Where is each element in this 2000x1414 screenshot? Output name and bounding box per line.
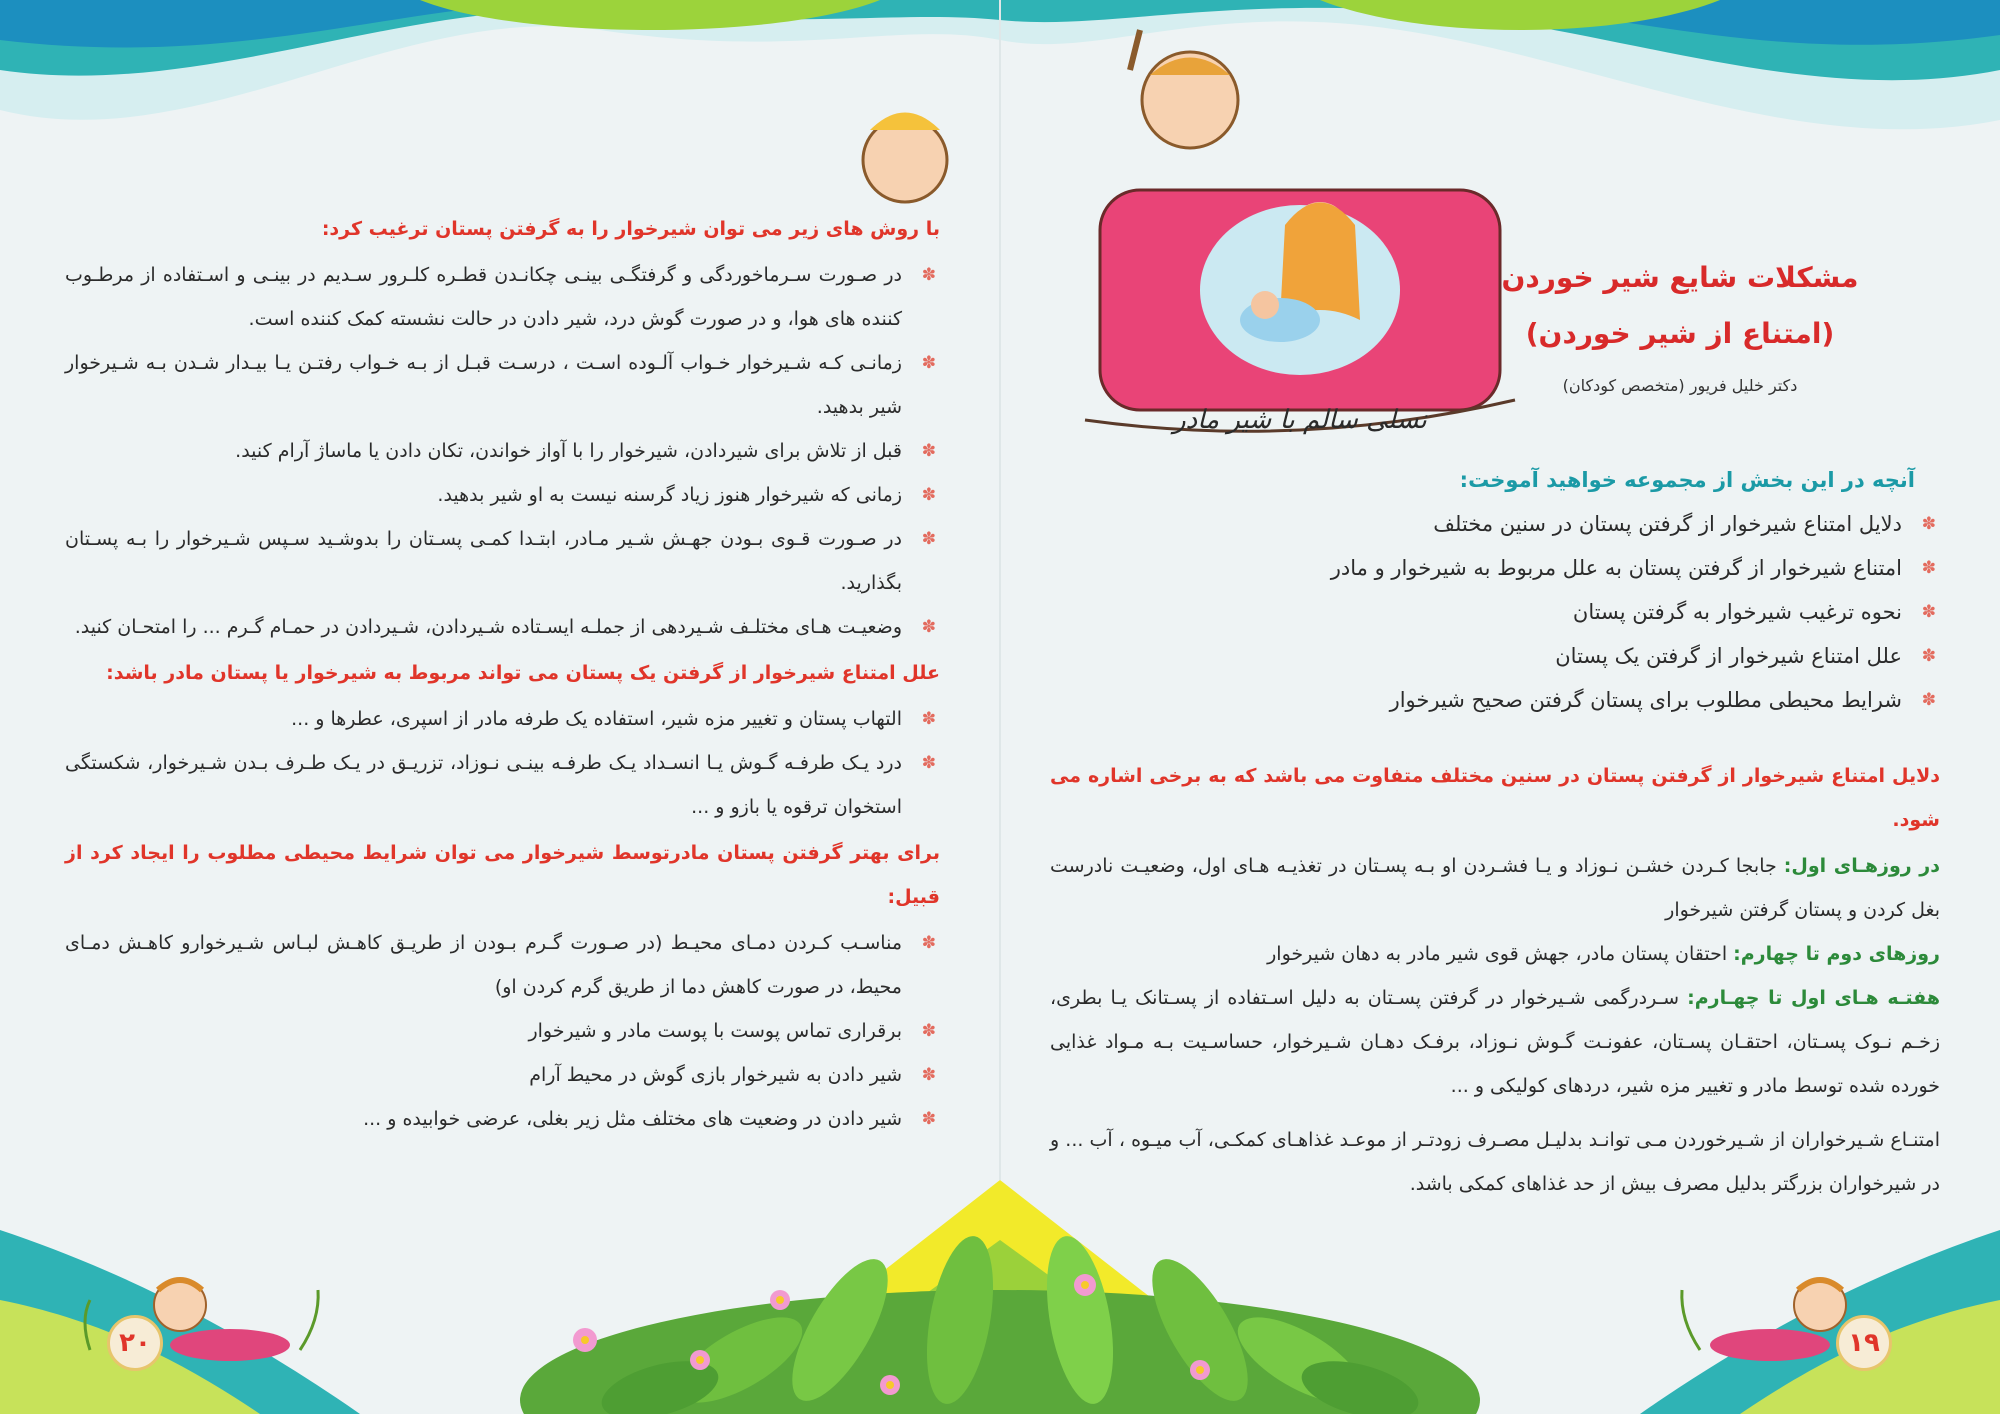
list-item: ✽ التهاب پستان و تغییر مزه شیر، استفاده یک طرفه مادر از اسپری، عطرها و ...: [65, 697, 940, 741]
learn-list: [1050, 502, 1940, 722]
list-item: ✽ شرایط محیطی مطلوب برای پستان گرفتن صحیح شیرخوار: [1050, 678, 1940, 722]
banner-caption: نسلی سالم با شیر مادر: [1173, 405, 1427, 435]
week1to4-label: هفتـه هـای اول تا چهـارم:: [1687, 987, 1940, 1009]
list-item: ✽ مناسـب کـردن دمـای محیـط (در صـورت گـرم بـودن از طریـق کاهـش لبـاس شـیرخوارو کاهـش دمـای محیط، در صورت کاهش دما از طریق گرم کردن او): [65, 921, 940, 1009]
article-title: مشکلات شایع شیر خوردن: [1501, 261, 1859, 294]
reasons-heading: دلایل امتناع شیرخوار از گرفتن پستان در سنین مختلف متفاوت می باشد که به برخی اشاره می شود.: [1050, 765, 1940, 831]
right-page-body: [1050, 458, 1940, 1206]
encourage-list: [65, 253, 940, 649]
day2to4-label: روزهای دوم تا چهارم:: [1733, 943, 1940, 965]
list-item: ✽ در صـورت قـوی بـودن جهـش شـیر مـادر، ابتـدا کمـی پسـتان را بدوشـید سـپس شـیرخوار را بـه پسـتان بگذارید.: [65, 517, 940, 605]
week1to4-paragraph: [1050, 976, 1940, 1108]
learn-heading: آنچه در این بخش از مجموعه خواهید آموخت:: [1459, 468, 1915, 492]
article-subtitle: (امتناع از شیر خوردن): [1525, 317, 1835, 350]
list-item: ✽ برقراری تماس پوست با پوست مادر و شیرخوار: [65, 1009, 940, 1053]
list-item: ✽ قبل از تلاش برای شیردادن، شیرخوار را با آواز خواندن، تکان دادن یا ماساژ آرام کنید.: [65, 429, 940, 473]
page-number-left: ۲۰: [107, 1315, 163, 1371]
environment-heading: برای بهتر گرفتن پستان مادرتوسط شیرخوار می توان شرایط محیطی مطلوب را ایجاد کرد از قبیل:: [65, 842, 940, 908]
environment-list: [65, 921, 940, 1141]
week1to4-text: سـردرگمی شـیرخوار در گرفتن پسـتان به دلیل اسـتفاده از پسـتانک یـا بطری، زخـم نـوک پسـتان، احتقـان پسـتان، عفونـت گـوش نـوزاد، برفـک دهـان شـیرخوار، حساسـیت بـه مـواد غذایی خورده شده توسط مادر و تغییر مزه شیر، دردهای کولیکی و ...: [1050, 987, 1940, 1097]
encourage-heading: با روش های زیر می توان شیرخوار را به گرفتن پستان ترغیب کرد:: [321, 218, 940, 240]
article-title-block: [1470, 250, 1890, 395]
list-item: ✽ امتناع شیرخوار از گرفتن پستان به علل مربوط به شیرخوار و مادر: [1050, 546, 1940, 590]
list-item: ✽ شیر دادن به شیرخوار بازی گوش در محیط آرام: [65, 1053, 940, 1097]
first-days-paragraph: [1050, 844, 1940, 932]
list-item: ✽ نحوه ترغیب شیرخوار به گرفتن پستان: [1050, 590, 1940, 634]
list-item: ✽ علل امتناع شیرخوار از گرفتن یک پستان: [1050, 634, 1940, 678]
list-item: ✽ دلایل امتناع شیرخوار از گرفتن پستان در سنین مختلف: [1050, 502, 1940, 546]
left-page-body: [65, 205, 940, 1141]
banner-illustration: [863, 30, 1515, 431]
list-item: ✽ در صـورت سـرماخوردگی و گرفتگـی بینـی چکانـدن قطـره کلـرور سـدیم در بینـی و اسـتفاده از مرطـوب کننده های هوا، و در صورت گوش درد، شیر دادن در حالت نشسته کمک کننده است.: [65, 253, 940, 341]
list-item: ✽ درد یـک طرفـه گـوش یـا انسـداد یـک طرفـه بینـی نـوزاد، تزریـق در یـک طـرف بـدن شـیرخوار، شکستگی استخوان ترقوه یا بازو و ...: [65, 741, 940, 829]
author-credit: دکتر خلیل فریور (متخصص کودکان): [1562, 376, 1798, 395]
day2to4-paragraph: [1050, 932, 1940, 976]
first-days-text: جابجا کـردن خشـن نـوزاد و یـا فشـردن او بـه پسـتان در تغذیـه هـای اول، وضعیـت نادرست بغل کردن و پستان گرفتن شیرخوار: [1050, 855, 1940, 921]
day2to4-text: احتقان پستان مادر، جهش قوی شیر مادر به دهان شیرخوار: [1267, 943, 1734, 965]
page-number-right: ۱۹: [1836, 1315, 1892, 1371]
closing-paragraph: امتنـاع شـیرخواران از شـیرخوردن مـی توانـد بدلیـل مصـرف زودتـر از موعـد غذاهـای کمکـی، آب میـوه ، آب ... و در شیرخواران بزرگتر بدلیل مصرف بیش از حد غذاهای کمکی باشد.: [1050, 1129, 1940, 1195]
list-item: ✽ وضعیـت هـای مختلـف شـیردهی از جملـه ایسـتاده شـیردادن، شـیردادن در حمـام گـرم ... را امتحـان کنید.: [65, 605, 940, 649]
one-breast-list: [65, 697, 940, 829]
list-item: ✽ شیر دادن در وضعیت های مختلف مثل زیر بغلی، عرضی خوابیده و ...: [65, 1097, 940, 1141]
list-item: ✽ زمانـی کـه شـیرخوار خـواب آلـوده اسـت ، درسـت قبـل از بـه خـواب رفتـن یـا بیـدار شـدن بـه شـیرخوار شیر بدهید.: [65, 341, 940, 429]
one-breast-heading: علل امتناع شیرخوار از گرفتن یک پستان می تواند مربوط به شیرخوار یا پستان مادر باشد:: [106, 662, 940, 684]
first-days-label: در روزهـای اول:: [1783, 855, 1940, 877]
list-item: ✽ زمانی که شیرخوار هنوز زیاد گرسنه نیست به او شیر بدهید.: [65, 473, 940, 517]
kid-mascot-right: [1682, 1279, 1846, 1361]
